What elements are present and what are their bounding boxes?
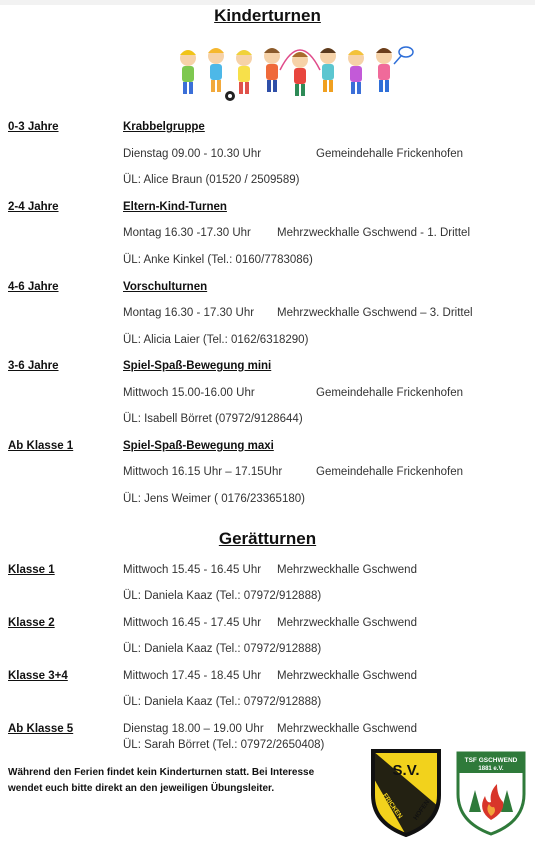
schedule-time: Mittwoch 17.45 - 18.45 Uhr xyxy=(123,670,262,682)
instructor-contact: ÜL: Alicia Laier (Tel.: 0162/6318290) xyxy=(123,334,309,346)
schedule-time: Dienstag 09.00 - 10.30 Uhr xyxy=(123,148,262,160)
sv-frickenhofen-logo xyxy=(369,747,443,837)
kid-figure xyxy=(320,48,336,92)
sv-logo-text: FRICKEN xyxy=(381,792,404,820)
instructor-contact: ÜL: Sarah Börret (Tel.: 07972/2650408) xyxy=(123,739,325,751)
kid-figure xyxy=(348,50,364,94)
tsf-logo-text: 1881 e.V. xyxy=(478,766,504,772)
schedule-time: Mittwoch 15.00-16.00 Uhr xyxy=(123,387,255,399)
tsf-gschwend-logo xyxy=(455,750,527,836)
age-label: 3-6 Jahre xyxy=(8,360,59,372)
schedule-location: Mehrzweckhalle Gschwend – 3. Drittel xyxy=(277,307,473,319)
instructor-contact: ÜL: Jens Weimer ( 0176/23365180) xyxy=(123,493,305,505)
kid-figure xyxy=(264,48,280,92)
schedule-location: Mehrzweckhalle Gschwend xyxy=(277,670,417,682)
age-label: 4-6 Jahre xyxy=(8,281,59,293)
age-label: 2-4 Jahre xyxy=(8,201,59,213)
kid-figure xyxy=(280,50,320,96)
schedule-time: Mittwoch 16.45 - 17.45 Uhr xyxy=(123,617,262,629)
instructor-contact: ÜL: Isabell Börret (07972/9128644) xyxy=(123,413,303,425)
schedule-time: Montag 16.30 - 17.30 Uhr xyxy=(123,307,255,319)
class-label: Klasse 2 xyxy=(8,617,55,629)
class-label: Klasse 3+4 xyxy=(8,670,68,682)
instructor-contact: ÜL: Anke Kinkel (Tel.: 0160/7783086) xyxy=(123,254,313,266)
sv-logo-text: HOFEN xyxy=(412,798,432,822)
instructor-contact: ÜL: Alice Braun (01520 / 2509589) xyxy=(123,174,300,186)
tsf-logo-text: TSF GSCHWEND xyxy=(464,757,518,764)
schedule-location: Gemeindehalle Frickenhofen xyxy=(316,387,464,399)
kid-figure xyxy=(180,50,196,94)
schedule-location: Mehrzweckhalle Gschwend xyxy=(277,723,417,735)
instructor-contact: ÜL: Daniela Kaaz (Tel.: 07972/912888) xyxy=(123,696,322,708)
instructor-contact: ÜL: Daniela Kaaz (Tel.: 07972/912888) xyxy=(123,643,322,655)
age-label: Ab Klasse 1 xyxy=(8,440,74,452)
group-title: Spiel-Spaß-Bewegung maxi xyxy=(123,440,274,452)
holiday-notice xyxy=(8,765,343,797)
class-label: Klasse 1 xyxy=(8,564,55,576)
schedule-location: Mehrzweckhalle Gschwend xyxy=(277,564,417,576)
schedule-location: Gemeindehalle Frickenhofen xyxy=(316,466,464,478)
kid-figure xyxy=(208,48,224,92)
group-title: Vorschulturnen xyxy=(123,281,208,293)
holiday-notice-line: wendet euch bitte direkt an den jeweiligen Übungsleiter. xyxy=(8,783,275,794)
kids-illustration xyxy=(168,40,418,102)
instructor-contact: ÜL: Daniela Kaaz (Tel.: 07972/912888) xyxy=(123,590,322,602)
schedule-time: Mittwoch 15.45 - 16.45 Uhr xyxy=(123,564,262,576)
class-label: Ab Klasse 5 xyxy=(8,723,74,735)
top-strip xyxy=(0,0,535,5)
schedule-location: Mehrzweckhalle Gschwend xyxy=(277,617,417,629)
schedule-location: Mehrzweckhalle Gschwend - 1. Drittel xyxy=(277,227,471,239)
schedule-time: Montag 16.30 -17.30 Uhr xyxy=(123,227,251,239)
schedule-location: Gemeindehalle Frickenhofen xyxy=(316,148,464,160)
section-title-geraetturnen: Gerätturnen xyxy=(218,529,317,548)
page-title: Kinderturnen xyxy=(214,6,321,25)
age-label: 0-3 Jahre xyxy=(8,121,59,133)
schedule-time: Dienstag 18.00 – 19.00 Uhr xyxy=(123,723,264,735)
kid-figure xyxy=(225,50,252,101)
kid-figure xyxy=(376,47,413,92)
group-title: Krabbelgruppe xyxy=(123,121,205,133)
schedule-time: Mittwoch 16.15 Uhr – 17.15Uhr xyxy=(123,466,283,478)
sv-logo-text: S.V. xyxy=(392,762,420,779)
group-title: Eltern-Kind-Turnen xyxy=(123,201,227,213)
group-title: Spiel-Spaß-Bewegung mini xyxy=(123,360,272,372)
holiday-notice-line: Während den Ferien findet kein Kinderturnen statt. Bei Interesse xyxy=(8,767,315,778)
